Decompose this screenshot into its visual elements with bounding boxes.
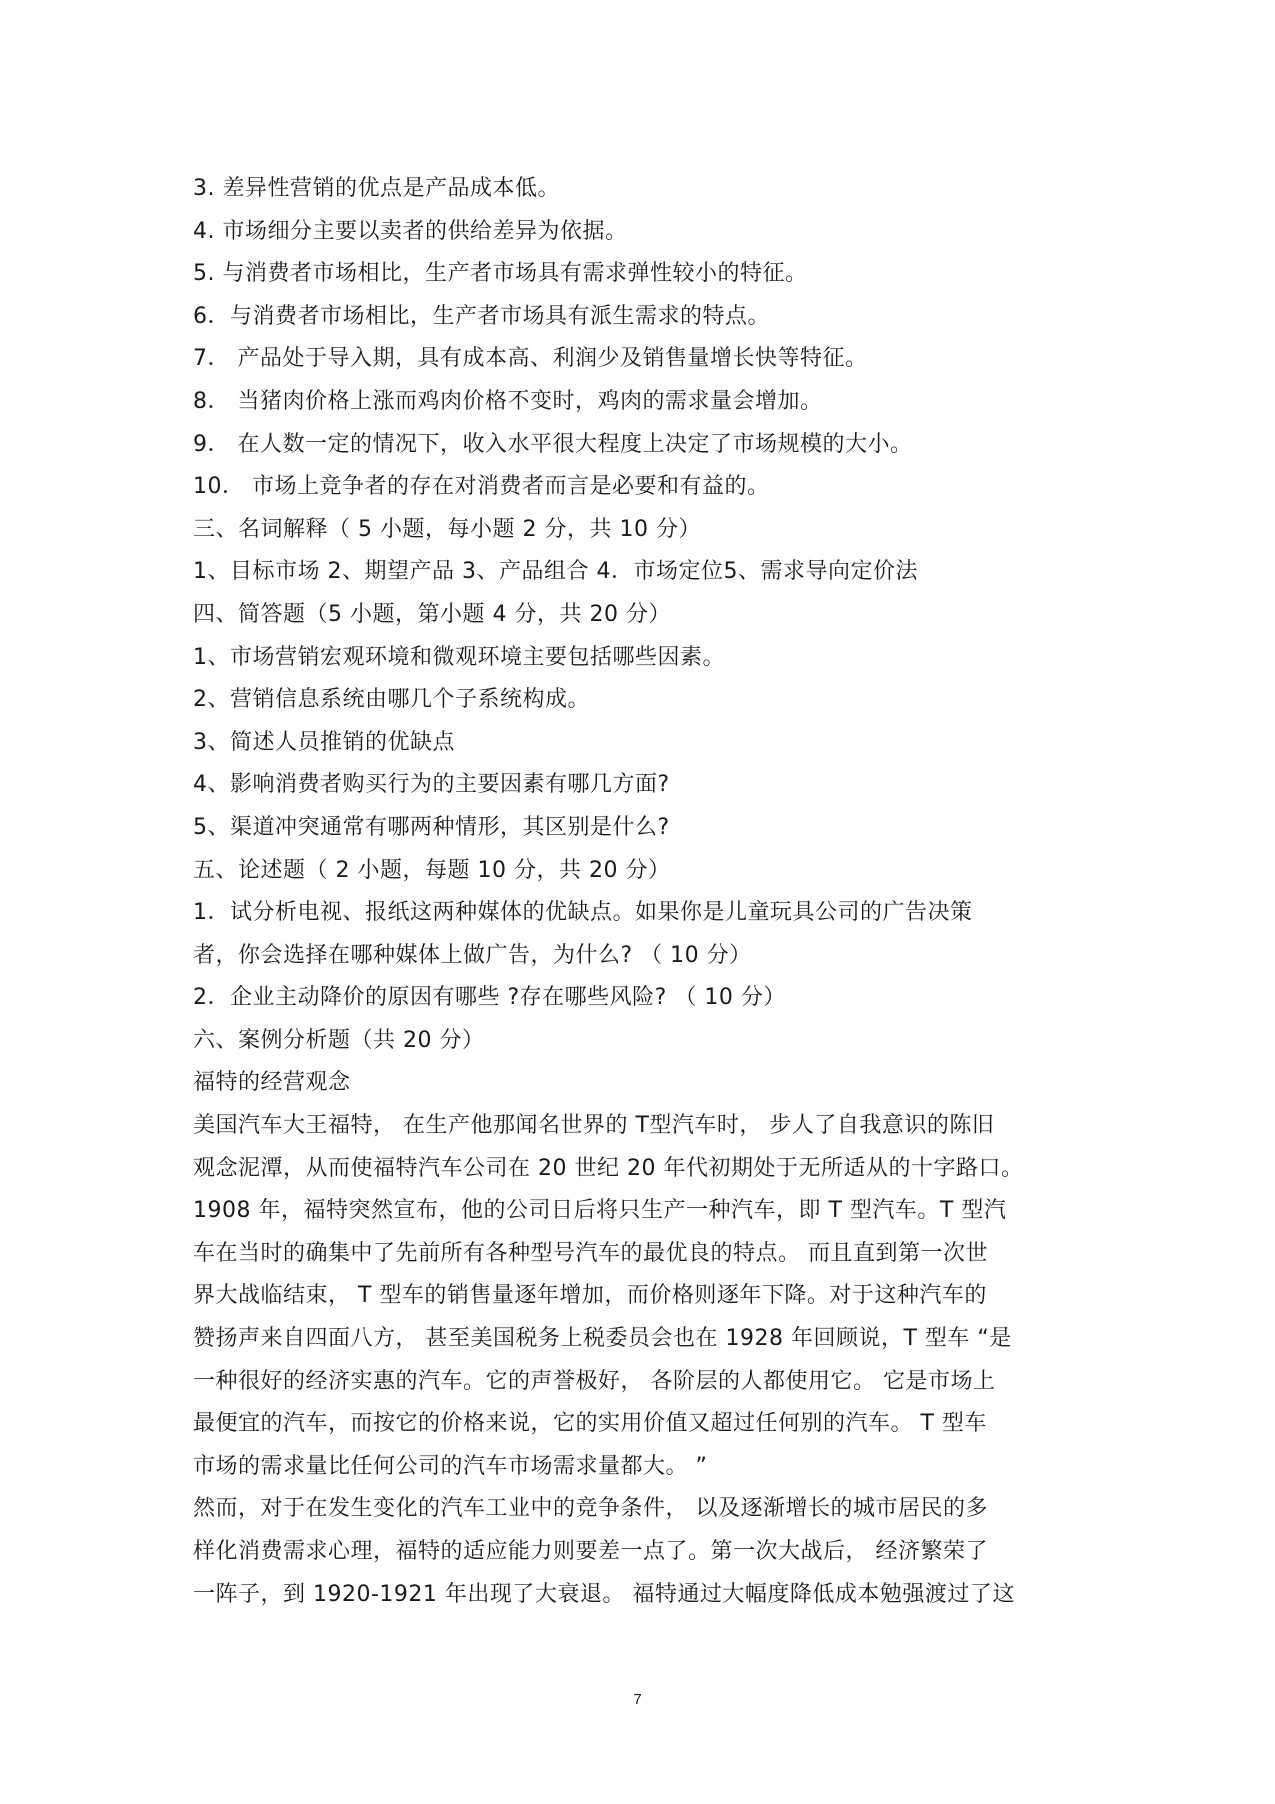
text-line: 五、论述题（ 2 小题，每题 10 分，共 20 分） <box>193 857 671 883</box>
text-line: 10． 市场上竞争者的存在对消费者而言是必要和有益的。 <box>193 474 770 500</box>
text-line: 四、简答题（5 小题，第小题 4 分，共 20 分） <box>193 601 671 627</box>
text-line: 最便宜的汽车，而按它的价格来说，它的实用价值又超过任何别的汽车。 T 型车 <box>193 1411 987 1437</box>
text-line: 一阵子，到 1920-1921 年出现了大衰退。 福特通过大幅度降低成本勉强渡过了这 <box>193 1581 1015 1607</box>
text-line: 福特的经营观念 <box>193 1070 351 1096</box>
text-line: 8． 当猪肉价格上涨而鸡肉价格不变时，鸡肉的需求量会增加。 <box>193 388 823 414</box>
text-line: 六、案例分析题（共 20 分） <box>193 1027 485 1053</box>
text-line: 界大战临结束， T 型车的销售量逐年增加，而价格则逐年下降。对于这种汽车的 <box>193 1283 987 1309</box>
text-line: 1908 年，福特突然宣布，他的公司日后将只生产一种汽车，即 T 型汽车。T 型汽 <box>193 1198 1007 1224</box>
text-line: 1．试分析电视、报纸这两种媒体的优缺点。如果你是儿童玩具公司的广告决策 <box>193 900 973 926</box>
text-line: 2．企业主动降价的原因有哪些 ?存在哪些风险? （ 10 分） <box>193 985 786 1011</box>
text-line: 样化消费需求心理，福特的适应能力则要差一点了。第一次大战后， 经济繁荣了 <box>193 1539 988 1564</box>
text-line: 5、渠道冲突通常有哪两种情形，其区别是什么? <box>193 814 670 840</box>
text-line: 车在当时的确集中了先前所有各种型号汽车的最优良的特点。 而且直到第一次世 <box>193 1240 988 1266</box>
text-line: 一种很好的经济实惠的汽车。它的声誉极好， 各阶层的人都使用它。 它是市场上 <box>193 1368 996 1394</box>
text-line: 1、市场营销宏观环境和微观环境主要包括哪些因素。 <box>193 644 725 670</box>
text-line: 三、名词解释（ 5 小题，每小题 2 分，共 10 分） <box>193 516 701 542</box>
text-line: 3、简述人员推销的优缺点 <box>193 729 455 755</box>
text-line: 5. 与消费者市场相比，生产者市场具有需求弹性较小的特征。 <box>193 261 808 287</box>
text-line: 美国汽车大王福特， 在生产他那闻名世界的 T型汽车时， 步人了自我意识的陈旧 <box>193 1113 995 1139</box>
page-number: 7 <box>633 1691 642 1708</box>
text-line: 赞扬声来自四面八方， 甚至美国税务上税委员会也在 1928 年回顾说，T 型车 “是 <box>193 1326 1012 1352</box>
text-line: 4、影响消费者购买行为的主要因素有哪几方面? <box>193 772 670 798</box>
text-line: 3. 差异性营销的优点是产品成本低。 <box>193 176 560 201</box>
text-line: 7． 产品处于导入期，具有成本高、利润少及销售量增长快等特征。 <box>193 346 868 372</box>
text-line: 4. 市场细分主要以卖者的供给差异为依据。 <box>193 218 628 244</box>
text-line: 1、目标市场 2、期望产品 3、产品组合 4．市场定位5、需求导向定价法 <box>193 559 918 585</box>
text-line: 9． 在人数一定的情况下，收入水平很大程度上决定了市场规模的大小。 <box>193 431 913 457</box>
text-line: 然而，对于在发生变化的汽车工业中的竞争条件， 以及逐渐增长的城市居民的多 <box>193 1496 988 1522</box>
text-line: 6．与消费者市场相比，生产者市场具有派生需求的特点。 <box>193 303 770 329</box>
text-line: 者，你会选择在哪种媒体上做广告，为什么? （ 10 分） <box>193 942 752 968</box>
document-body <box>193 168 1123 1616</box>
text-line: 2、营销信息系统由哪几个子系统构成。 <box>193 687 590 713</box>
text-line: 市场的需求量比任何公司的汽车市场需求量都大。 ” <box>193 1453 708 1479</box>
text-line: 观念泥潭，从而使福特汽车公司在 20 世纪 20 年代初期处于无所适从的十字路口。 <box>193 1155 1024 1181</box>
